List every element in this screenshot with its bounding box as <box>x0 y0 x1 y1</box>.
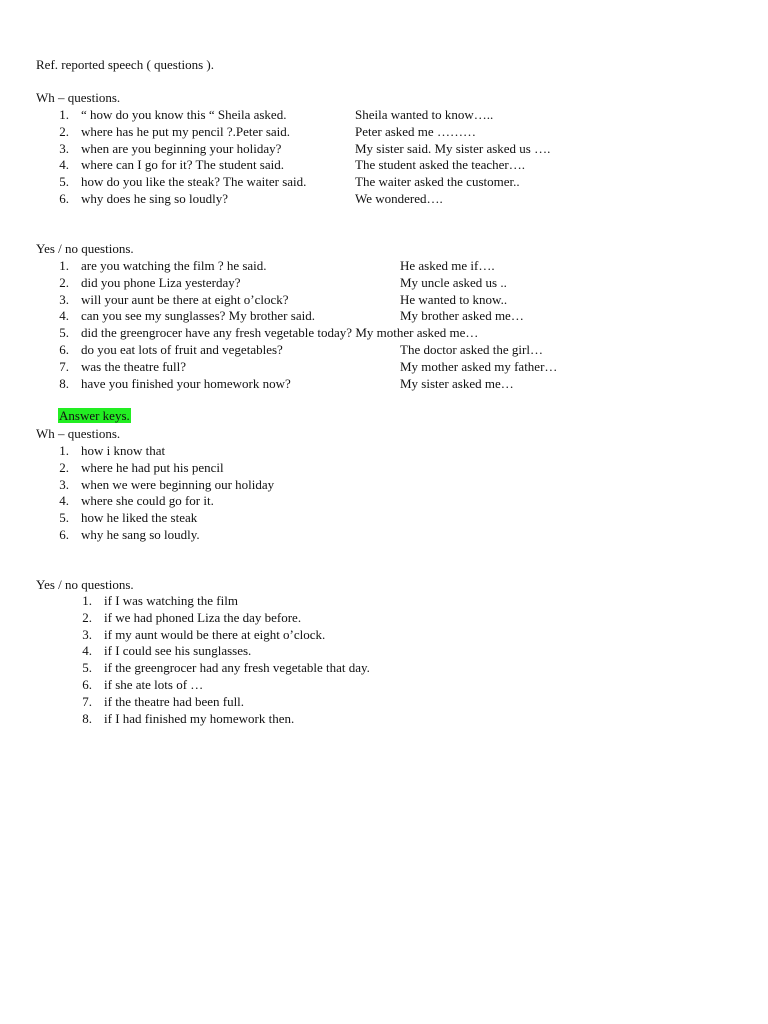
list-item-text: if we had phoned Liza the day before. <box>104 609 302 625</box>
list-item-text: where has he put my pencil ?.Peter said. <box>81 123 291 139</box>
list-item-number: 6. <box>59 191 69 206</box>
list-item-number: 4. <box>59 157 69 173</box>
list-item-text: did the greengrocer have any fresh vegetable today? My mother asked me… <box>81 325 479 341</box>
list-item-text: where she could go for it. <box>81 493 214 509</box>
list-item-prompt: Sheila wanted to know….. <box>355 107 494 122</box>
list-item-text: when we were beginning our holiday <box>81 476 275 492</box>
list-item-text: if I had finished my homework then. <box>104 710 295 726</box>
list-item-text: when are you beginning your holiday? <box>81 140 282 156</box>
list-item-prompt: My sister said. My sister asked us …. <box>355 140 551 156</box>
list-item-number: 5. <box>59 174 69 190</box>
list-item-number: 3. <box>59 476 69 492</box>
list-item-number: 1. <box>59 107 69 122</box>
answers-yn-heading: Yes / no questions. <box>36 577 134 592</box>
list-item-text: if I could see his sunglasses. <box>104 643 252 659</box>
list-item-text: if the theatre had been full. <box>104 693 245 709</box>
wh-heading: Wh – questions. <box>36 90 121 105</box>
list-item-number: 3. <box>59 291 69 307</box>
list-item-number: 1. <box>59 258 69 273</box>
doc-title: Ref. reported speech ( questions ). <box>36 57 214 72</box>
list-item-number: 8. <box>59 375 69 391</box>
list-item-text: how do you like the steak? The waiter said. <box>81 174 307 190</box>
list-item-prompt: We wondered…. <box>355 191 443 206</box>
list-item-number: 4. <box>59 308 69 324</box>
list-item-prompt: My sister asked me… <box>400 375 514 391</box>
list-item-number: 4. <box>82 643 92 659</box>
list-item-text: will your aunt be there at eight o’clock? <box>81 291 289 307</box>
list-item-number: 7. <box>59 358 69 374</box>
list-item-number: 5. <box>82 660 92 676</box>
list-item-text: how he liked the steak <box>81 510 198 526</box>
list-item-text: do you eat lots of fruit and vegetables? <box>81 342 283 357</box>
list-item-text: did you phone Liza yesterday? <box>81 274 241 290</box>
list-item-text: are you watching the film ? he said. <box>81 258 267 273</box>
list-item-text: if the greengrocer had any fresh vegetable that day. <box>104 660 370 676</box>
list-item-prompt: My brother asked me… <box>400 308 524 324</box>
list-item-number: 1. <box>82 593 92 608</box>
list-item-text: can you see my sunglasses? My brother said. <box>81 308 315 324</box>
list-item-number: 8. <box>82 710 92 726</box>
list-item-number: 7. <box>82 693 92 709</box>
list-item-number: 6. <box>59 527 69 542</box>
list-item-number: 6. <box>59 342 69 357</box>
list-item-text: how i know that <box>81 443 166 458</box>
list-item-prompt: He wanted to know.. <box>400 291 508 307</box>
list-item-number: 2. <box>59 274 69 290</box>
list-item-number: 2. <box>82 609 92 625</box>
list-item-number: 3. <box>59 140 69 156</box>
list-item-text: if my aunt would be there at eight o’clock. <box>104 626 326 642</box>
list-item-number: 5. <box>59 325 69 341</box>
list-item-text: if she ate lots of … <box>104 677 204 692</box>
list-item-number: 2. <box>59 459 69 475</box>
list-item-number: 4. <box>59 493 69 509</box>
list-item-text: if I was watching the film <box>104 593 238 608</box>
list-item-prompt: He asked me if…. <box>400 258 495 273</box>
list-item-prompt: The doctor asked the girl… <box>400 342 543 357</box>
list-item-text: “ how do you know this “ Sheila asked. <box>81 107 287 122</box>
answer-keys-highlight: Answer keys. <box>59 408 130 423</box>
list-item-number: 3. <box>82 626 92 642</box>
list-item-text: why does he sing so loudly? <box>81 191 228 206</box>
list-item-prompt: Peter asked me ……… <box>355 123 476 139</box>
answers-wh-heading: Wh – questions. <box>36 426 121 441</box>
list-item-prompt: My mother asked my father… <box>400 358 558 374</box>
list-item-text: why he sang so loudly. <box>81 527 200 542</box>
list-item-text: was the theatre full? <box>81 358 187 374</box>
list-item-text: where can I go for it? The student said. <box>81 157 284 173</box>
list-item-number: 1. <box>59 443 69 458</box>
list-item-number: 2. <box>59 123 69 139</box>
list-item-text: where he had put his pencil <box>81 459 224 475</box>
list-item-number: 6. <box>82 677 92 692</box>
list-item-number: 5. <box>59 510 69 526</box>
list-item-prompt: The student asked the teacher…. <box>355 157 526 173</box>
answer-keys-label <box>58 408 131 424</box>
list-item-text: have you finished your homework now? <box>81 375 291 391</box>
list-item-prompt: My uncle asked us .. <box>400 274 507 290</box>
list-item-prompt: The waiter asked the customer.. <box>355 174 520 190</box>
yn-heading: Yes / no questions. <box>36 241 134 256</box>
